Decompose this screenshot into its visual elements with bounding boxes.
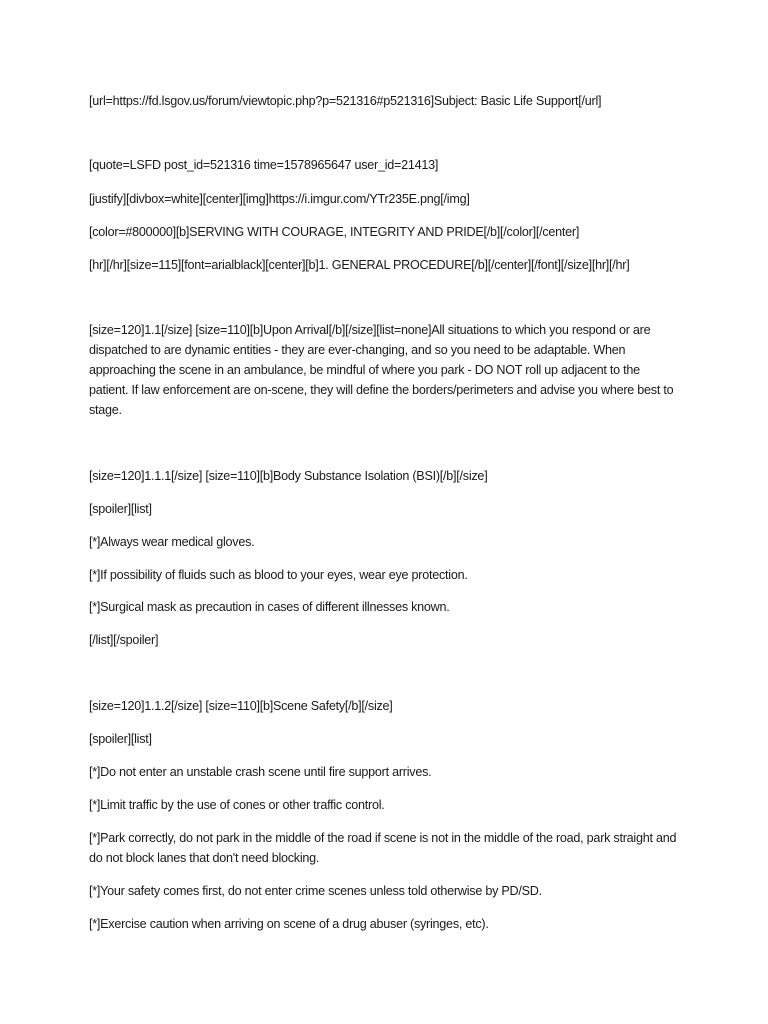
spoiler-open-line: [spoiler][list] [89, 502, 152, 516]
bsi-heading-line: [size=120]1.1.1[/size] [size=110][b]Body Substance Isolation (BSI)[/b][/size] [89, 469, 488, 483]
spoiler-close-line: [/list][/spoiler] [89, 633, 159, 647]
image-line: [justify][divbox=white][center][img]https://i.imgur.com/YTr235E.png[/img] [89, 192, 470, 206]
list-item: [*]Limit traffic by the use of cones or other traffic control. [89, 798, 385, 812]
scene-safety-heading: [size=120]1.1.2[/size] [size=110][b]Scene Safety[/b][/size] [89, 699, 393, 713]
list-item: [*]Surgical mask as precaution in cases of different illnesses known. [89, 600, 450, 614]
list-item: [*]Always wear medical gloves. [89, 535, 255, 549]
url-subject-line: [url=https://fd.lsgov.us/forum/viewtopic.php?p=521316#p521316]Subject: Basic Life Support[/url] [89, 94, 602, 108]
list-item: [*]If possibility of fluids such as blood to your eyes, wear eye protection. [89, 568, 468, 582]
section-heading-line: [hr][/hr][size=115][font=arialblack][center][b]1. GENERAL PROCEDURE[/b][/center][/font][/size][hr][/hr] [89, 258, 630, 272]
motto-line: [color=#800000][b]SERVING WITH COURAGE, INTEGRITY AND PRIDE[/b][/color][/center] [89, 225, 580, 239]
list-item: [*]Exercise caution when arriving on scene of a drug abuser (syringes, etc). [89, 917, 489, 931]
list-item: [*]Park correctly, do not park in the middle of the road if scene is not in the middle of the road, park straight and do not block lanes that don't need blocking. [89, 831, 677, 865]
list-item: [*]Your safety comes first, do not enter crime scenes unless told otherwise by PD/SD. [89, 884, 542, 898]
spoiler-open-line: [spoiler][list] [89, 732, 152, 746]
upon-arrival-paragraph: [size=120]1.1[/size] [size=110][b]Upon Arrival[/b][/size][list=none]All situations to which you respond or are dispatched to are dynamic entities - they are ever-changing, and so you need to be adaptable. When approaching the scene in an ambulance, be mindful of where you park - DO NOT roll up adjacent to the patient. If law enforcement are on-scene, they will define the borders/perimeters and advise you where best to stage. [89, 323, 674, 417]
quote-header-line: [quote=LSFD post_id=521316 time=1578965647 user_id=21413] [89, 158, 439, 172]
list-item: [*]Do not enter an unstable crash scene until fire support arrives. [89, 765, 432, 779]
